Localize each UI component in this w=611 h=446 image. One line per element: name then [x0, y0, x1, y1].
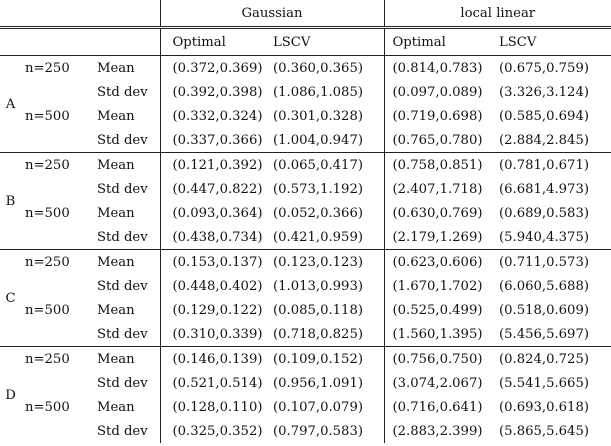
sample-size-cell — [21, 225, 97, 250]
local-lscv-cell: (6.681,4.973) — [499, 181, 589, 197]
sample-size-cell — [21, 274, 97, 298]
gaussian-optimal-cell: (0.129,0.122) — [160, 298, 273, 322]
gaussian-optimal-cell: (0.337,0.366) — [160, 128, 273, 153]
local-optimal-cell: (0.814,0.783) — [384, 56, 495, 81]
statistic-cell: Std dev — [97, 278, 148, 294]
local-optimal-cell: (0.758,0.851) — [384, 153, 495, 178]
sample-size-cell — [21, 322, 97, 347]
local-lscv-cell: (5.940,4.375) — [499, 229, 589, 245]
gaussian-lscv-cell: (0.360,0.365) — [273, 56, 384, 81]
table-row — [0, 322, 611, 347]
gaussian-optimal-cell: (0.310,0.339) — [160, 322, 273, 347]
statistic-cell: Mean — [97, 153, 160, 178]
statistic-cell: Std dev — [97, 375, 148, 391]
gaussian-lscv-cell: (0.065,0.417) — [273, 153, 384, 178]
local-lscv-cell: (0.711,0.573) — [495, 250, 611, 275]
sample-size-cell: n=500 — [25, 108, 70, 124]
gaussian-optimal-cell: (0.332,0.324) — [160, 104, 273, 128]
dataset-label: B — [0, 153, 21, 250]
local-lscv-cell: (6.060,5.688) — [499, 278, 589, 294]
gaussian-optimal-cell: (0.093,0.364) — [160, 201, 273, 225]
col-header-local-lscv: LSCV — [495, 28, 611, 56]
dataset-label: C — [0, 250, 21, 347]
table-row — [0, 225, 611, 250]
local-lscv-cell: (0.824,0.725) — [495, 347, 611, 372]
local-optimal-cell: (0.097,0.089) — [384, 80, 495, 104]
local-optimal-cell: (2.407,1.718) — [384, 177, 495, 201]
statistic-cell: Mean — [97, 250, 160, 275]
gaussian-optimal-cell: (0.128,0.110) — [160, 395, 273, 419]
sample-size-cell: n=250 — [21, 56, 97, 81]
col-header-gaussian-lscv: LSCV — [273, 28, 384, 56]
table-row — [0, 104, 611, 128]
gaussian-optimal-cell: (0.372,0.369) — [160, 56, 273, 81]
statistic-cell: Std dev — [97, 132, 148, 148]
header-column-row — [0, 28, 611, 56]
statistic-cell: Mean — [97, 302, 135, 318]
local-optimal-cell: (3.074,2.067) — [384, 371, 495, 395]
statistic-cell: Mean — [97, 205, 135, 221]
gaussian-optimal-cell: (0.146,0.139) — [160, 347, 273, 372]
header-group-row — [0, 0, 611, 28]
local-optimal-cell: (1.560,1.395) — [384, 322, 495, 347]
local-optimal-cell: (2.179,1.269) — [384, 225, 495, 250]
sample-size-cell — [21, 80, 97, 104]
local-lscv-cell: (5.541,5.665) — [499, 375, 589, 391]
statistic-cell: Std dev — [97, 84, 148, 100]
local-lscv-cell: (0.675,0.759) — [495, 56, 611, 81]
col-header-local-optimal: Optimal — [384, 28, 495, 56]
local-lscv-cell: (3.326,3.124) — [499, 84, 589, 100]
dataset-label: A — [0, 56, 21, 153]
table-row — [0, 128, 611, 153]
gaussian-lscv-cell: (1.086,1.085) — [273, 84, 363, 100]
local-lscv-cell: (0.693,0.618) — [499, 399, 589, 415]
sample-size-cell — [21, 128, 97, 153]
local-optimal-cell: (0.630,0.769) — [384, 201, 495, 225]
local-optimal-cell: (0.623,0.606) — [384, 250, 495, 275]
gaussian-optimal-cell: (0.448,0.402) — [160, 274, 273, 298]
group-header-gaussian: Gaussian — [160, 0, 384, 28]
statistic-cell: Std dev — [97, 326, 148, 342]
table-row — [0, 371, 611, 395]
statistic-cell: Mean — [97, 399, 135, 415]
gaussian-lscv-cell: (0.956,1.091) — [273, 375, 363, 391]
local-lscv-cell: (5.865,5.645) — [499, 423, 589, 439]
table-row — [0, 250, 611, 275]
statistic-cell: Std dev — [97, 229, 148, 245]
gaussian-lscv-cell: (0.573,1.192) — [273, 181, 363, 197]
local-lscv-cell: (0.689,0.583) — [499, 205, 589, 221]
table-row — [0, 56, 611, 81]
gaussian-lscv-cell: (0.301,0.328) — [273, 108, 363, 124]
col-header-gaussian-optimal: Optimal — [160, 28, 273, 56]
local-lscv-cell: (0.585,0.694) — [499, 108, 589, 124]
group-header-local-linear: local linear — [384, 0, 611, 28]
local-optimal-cell: (0.756,0.750) — [384, 347, 495, 372]
sample-size-cell: n=500 — [25, 205, 70, 221]
local-lscv-cell: (0.518,0.609) — [499, 302, 589, 318]
sample-size-cell: n=250 — [21, 250, 97, 275]
local-lscv-cell: (5.456,5.697) — [499, 326, 589, 342]
gaussian-lscv-cell: (0.123,0.123) — [273, 250, 384, 275]
sample-size-cell: n=250 — [21, 347, 97, 372]
table-row — [0, 153, 611, 178]
local-optimal-cell: (2.883,2.399) — [384, 419, 495, 443]
statistic-cell: Std dev — [97, 181, 148, 197]
local-optimal-cell: (0.525,0.499) — [384, 298, 495, 322]
gaussian-lscv-cell: (0.107,0.079) — [273, 399, 363, 415]
local-optimal-cell: (0.716,0.641) — [384, 395, 495, 419]
statistic-cell: Mean — [97, 347, 160, 372]
local-optimal-cell: (0.765,0.780) — [384, 128, 495, 153]
gaussian-optimal-cell: (0.121,0.392) — [160, 153, 273, 178]
sample-size-cell — [21, 371, 97, 395]
gaussian-lscv-cell: (0.421,0.959) — [273, 229, 363, 245]
gaussian-lscv-cell: (0.718,0.825) — [273, 326, 363, 342]
statistic-cell: Mean — [97, 56, 160, 81]
table-row — [0, 298, 611, 322]
table-row — [0, 201, 611, 225]
table-row — [0, 395, 611, 419]
gaussian-lscv-cell: (0.797,0.583) — [273, 423, 363, 439]
gaussian-optimal-cell: (0.325,0.352) — [160, 419, 273, 443]
sample-size-cell: n=500 — [25, 302, 70, 318]
gaussian-optimal-cell: (0.438,0.734) — [160, 225, 273, 250]
local-lscv-cell: (2.884,2.845) — [499, 132, 589, 148]
local-lscv-cell: (0.781,0.671) — [495, 153, 611, 178]
local-optimal-cell: (1.670,1.702) — [384, 274, 495, 298]
sample-size-cell: n=250 — [21, 153, 97, 178]
gaussian-optimal-cell: (0.521,0.514) — [160, 371, 273, 395]
table-row — [0, 274, 611, 298]
gaussian-lscv-cell: (0.052,0.366) — [273, 205, 363, 221]
sample-size-cell: n=500 — [25, 399, 70, 415]
dataset-label: D — [0, 347, 21, 444]
gaussian-lscv-cell: (1.004,0.947) — [273, 132, 363, 148]
sample-size-cell — [21, 419, 97, 443]
gaussian-lscv-cell: (0.085,0.118) — [273, 302, 363, 318]
gaussian-optimal-cell: (0.392,0.398) — [160, 80, 273, 104]
table-row — [0, 419, 611, 443]
gaussian-optimal-cell: (0.153,0.137) — [160, 250, 273, 275]
gaussian-lscv-cell: (1.013,0.993) — [273, 278, 363, 294]
gaussian-optimal-cell: (0.447,0.822) — [160, 177, 273, 201]
table-row — [0, 80, 611, 104]
gaussian-lscv-cell: (0.109,0.152) — [273, 347, 384, 372]
local-optimal-cell: (0.719,0.698) — [384, 104, 495, 128]
sample-size-cell — [21, 177, 97, 201]
statistic-cell: Mean — [97, 108, 135, 124]
table-row — [0, 347, 611, 372]
table-row — [0, 177, 611, 201]
statistic-cell: Std dev — [97, 423, 148, 439]
